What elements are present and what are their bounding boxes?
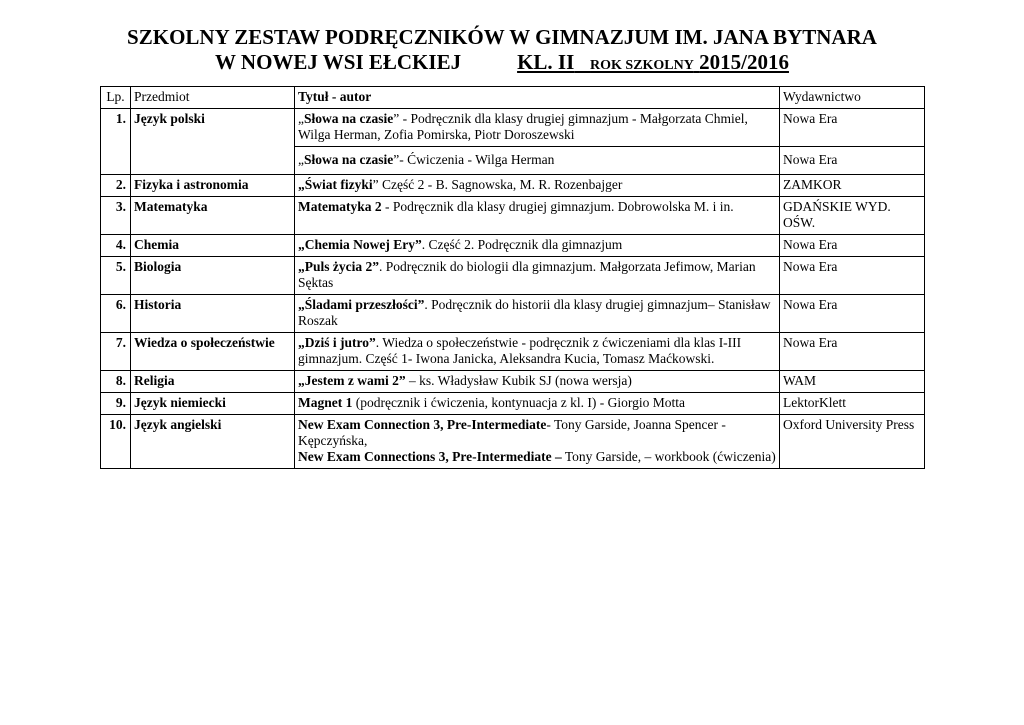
row-subject: Język angielski xyxy=(131,415,295,469)
table-row xyxy=(101,371,925,393)
header-publisher: Wydawnictwo xyxy=(780,87,925,109)
row-publisher: Nowa Era xyxy=(780,109,925,147)
row-title-bold: Magnet 1 xyxy=(298,395,353,410)
row-title-rest: . Wiedza o społeczeństwie - podręcznik z ćwiczeniami dla klas I-III gimnazjum. Część 1- Iwona Janicka, Aleksandra Kucia, Tomasz Maćkowski. xyxy=(298,335,742,366)
row-subject: Religia xyxy=(131,371,295,393)
row-title-bold: „Dziś i jutro” xyxy=(298,335,376,350)
row-title-rest: . Część 2. Podręcznik dla gimnazjum xyxy=(421,237,623,252)
header-title-author: Tytuł - autor xyxy=(295,87,780,109)
year-label: ROK SZKOLNY xyxy=(590,58,694,73)
row-title-bold: „Chemia Nowej Ery” xyxy=(298,237,422,252)
table-row xyxy=(101,197,925,235)
row-title-bold: New Exam Connection 3, Pre-Intermediate xyxy=(298,417,547,432)
row-publisher: ZAMKOR xyxy=(780,175,925,197)
row-title-author xyxy=(295,175,780,197)
row-lp: 3. xyxy=(101,197,131,235)
table-row xyxy=(101,393,925,415)
table-row xyxy=(101,235,925,257)
row-lp: 9. xyxy=(101,393,131,415)
row-title-rest: – ks. Władysław Kubik SJ (nowa wersja) xyxy=(405,373,632,388)
row-title-rest: ”- Ćwiczenia - Wilga Herman xyxy=(393,152,555,167)
row-lp: 7. xyxy=(101,333,131,371)
row-title-bold: „Jestem z wami 2” xyxy=(298,373,406,388)
row-subject: Chemia xyxy=(131,235,295,257)
row-publisher: Nowa Era xyxy=(780,295,925,333)
row-title-author xyxy=(295,257,780,295)
row-title-author xyxy=(295,295,780,333)
school-location: W NOWEJ WSI EŁCKIEJ xyxy=(215,50,462,74)
table-row xyxy=(101,109,925,147)
row-title-rest: (podręcznik i ćwiczenia, kontynuacja z kl. I) - Giorgio Motta xyxy=(352,395,686,410)
row-publisher: Oxford University Press xyxy=(780,415,925,469)
table-row xyxy=(101,295,925,333)
row-title-rest: ” Część 2 - B. Sagnowska, M. R. Rozenbajger xyxy=(372,177,623,192)
row-publisher: LektorKlett xyxy=(780,393,925,415)
row-publisher: Nowa Era xyxy=(780,147,925,175)
row-publisher: WAM xyxy=(780,371,925,393)
table-row xyxy=(101,175,925,197)
row-lp: 1. xyxy=(101,109,131,175)
row-title-bold: Słowa na czasie xyxy=(304,111,394,126)
row-subject: Język polski xyxy=(131,109,295,175)
document-title-line2 xyxy=(0,50,1004,78)
row-title-author xyxy=(295,333,780,371)
header-lp: Lp. xyxy=(101,87,131,109)
row-subject: Język niemiecki xyxy=(131,393,295,415)
row-title-author xyxy=(295,197,780,235)
row-lp: 10. xyxy=(101,415,131,469)
row-lp: 4. xyxy=(101,235,131,257)
row-title-bold: „Śladami przeszłości” xyxy=(298,297,425,312)
row-title-rest: ” - Podręcznik dla klasy drugiej gimnazjum - Małgorzata Chmiel, Wilga Herman, Zofia Pomirska, Piotr Doroszewski xyxy=(298,111,748,142)
row-title-author xyxy=(295,371,780,393)
class-year-underlined xyxy=(517,50,789,74)
row-publisher: Nowa Era xyxy=(780,235,925,257)
school-year: 2015/2016 xyxy=(699,50,789,74)
row-title-bold: „Puls życia 2” xyxy=(298,259,379,274)
row-subject: Wiedza o społeczeństwie xyxy=(131,333,295,371)
row-title-prefix: „ xyxy=(298,111,304,126)
document-title-line1: SZKOLNY ZESTAW PODRĘCZNIKÓW W GIMNAZJUM IM. JANA BYTNARA xyxy=(127,25,877,49)
row-title-bold: Matematyka 2 xyxy=(298,199,382,214)
table-row xyxy=(101,415,925,469)
textbook-table xyxy=(100,86,925,469)
row-title-rest: . Podręcznik do historii dla klasy drugiej gimnazjum– Stanisław Roszak xyxy=(298,297,771,328)
row-title-author xyxy=(295,147,780,175)
class-label: KL. II xyxy=(517,50,575,74)
row-title-rest-second: Tony Garside, – workbook (ćwiczenia) xyxy=(561,449,776,464)
row-subject: Matematyka xyxy=(131,197,295,235)
row-subject: Biologia xyxy=(131,257,295,295)
row-publisher: GDAŃSKIE WYD. OŚW. xyxy=(780,197,925,235)
row-title-author xyxy=(295,109,780,147)
row-subject: Historia xyxy=(131,295,295,333)
header-subject: Przedmiot xyxy=(131,87,295,109)
row-publisher: Nowa Era xyxy=(780,257,925,295)
row-title-author xyxy=(295,393,780,415)
row-publisher: Nowa Era xyxy=(780,333,925,371)
table-header-row xyxy=(101,87,925,109)
row-title-rest: - Podręcznik dla klasy drugiej gimnazjum. Dobrowolska M. i in. xyxy=(381,199,734,214)
row-lp: 8. xyxy=(101,371,131,393)
row-subject: Fizyka i astronomia xyxy=(131,175,295,197)
row-title-prefix: „ xyxy=(298,152,304,167)
row-lp: 6. xyxy=(101,295,131,333)
row-lp: 5. xyxy=(101,257,131,295)
row-title-bold-second: New Exam Connections 3, Pre-Intermediate – xyxy=(298,449,562,464)
row-title-author xyxy=(295,235,780,257)
row-title-rest: - Tony Garside, Joanna Spencer - Kępczyńska, xyxy=(298,417,726,448)
row-title-bold: „Świat fizyki xyxy=(298,177,373,192)
row-lp: 2. xyxy=(101,175,131,197)
table-row xyxy=(101,257,925,295)
table-row xyxy=(101,333,925,371)
row-title-rest: . Podręcznik do biologii dla gimnazjum. Małgorzata Jefimow, Marian Sęktas xyxy=(298,259,756,290)
row-title-author xyxy=(295,415,780,469)
row-title-bold: Słowa na czasie xyxy=(304,152,394,167)
